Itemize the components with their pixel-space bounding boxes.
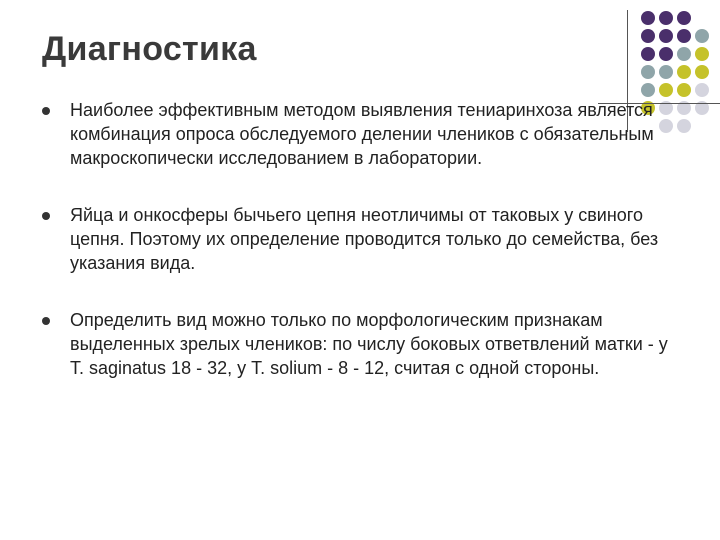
bullet-marker-icon [42,107,50,115]
bullet-item [40,308,680,380]
bullet-marker-icon [42,317,50,325]
bullet-text: Определить вид можно только по морфологическим признакам выделенных зрелых члеников: по числу боковых ответвлений матки - у T. saginatus 18 - 32, у T. solium - 8 - 12, считая с одной стороны. [70,310,668,378]
decorative-dot [659,11,673,25]
decorative-dot [659,65,673,79]
decorative-dot [659,83,673,97]
decorative-dot [659,47,673,61]
decorative-dot [695,65,709,79]
decorative-dot [641,65,655,79]
decorative-dot [695,47,709,61]
decorative-dot [641,11,655,25]
decorative-dot [677,65,691,79]
decorative-dot [641,29,655,43]
decorative-dot [677,83,691,97]
decorative-dot [677,11,691,25]
decorative-dot [677,29,691,43]
decorative-dot [695,29,709,43]
bullet-text: Наиболее эффективным методом выявления тениаринхоза является комбинация опроса обследуемого делении члеников с обязательным макроскопически исследованием в лаборатории. [70,100,654,168]
decorative-dot [659,29,673,43]
decorative-dot [677,47,691,61]
bullet-marker-icon [42,212,50,220]
bullet-text: Яйца и онкосферы бычьего цепня неотличимы от таковых у свиного цепня. Поэтому их определение проводится только до семейства, без указания вида. [70,205,659,273]
decorative-dot [641,83,655,97]
slide-title: Диагностика [42,30,257,68]
decorative-dot [695,83,709,97]
decorative-dot [641,47,655,61]
bullet-item [40,98,680,170]
bullet-item [40,203,680,275]
bullet-list [40,98,680,380]
